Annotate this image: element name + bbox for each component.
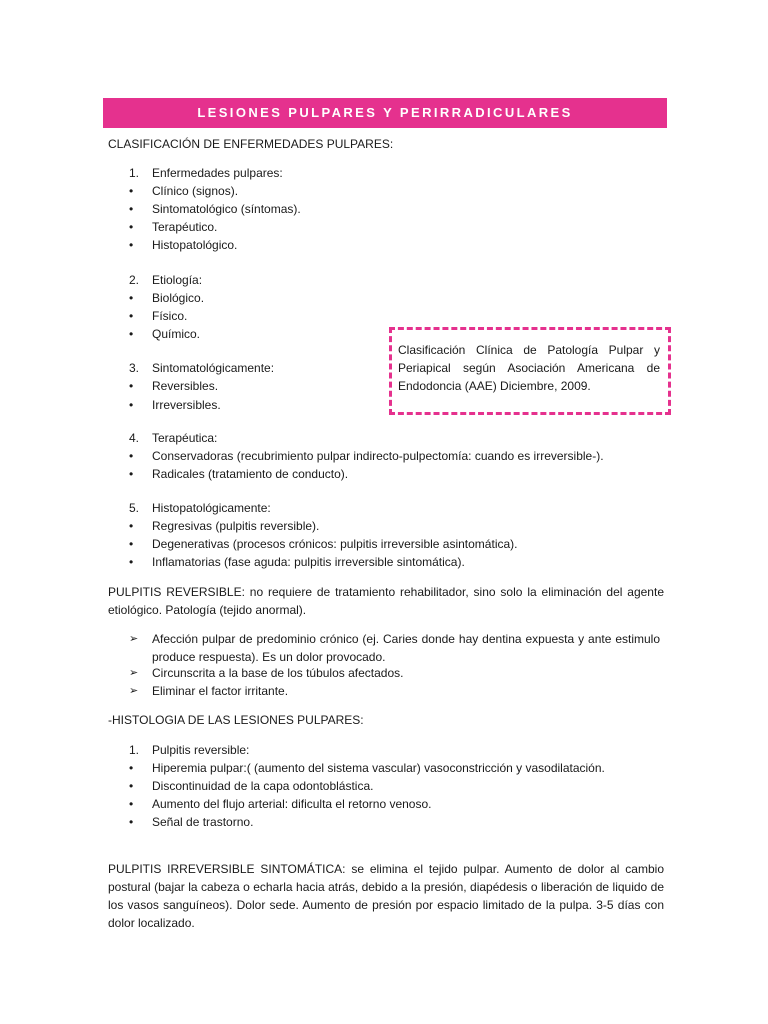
aae-callout-text: Clasificación Clínica de Patología Pulpar y Periapical según Asociación Americana de Endodoncia (AAE) Diciembre, 2009. <box>398 343 660 393</box>
bullet-icon: • <box>129 449 134 463</box>
bullet-icon: • <box>129 327 134 341</box>
list-item: Regresivas (pulpitis reversible). <box>152 519 320 533</box>
bullet-icon: • <box>129 519 134 533</box>
bullet-icon: • <box>129 220 134 234</box>
section-title: Histopatológicamente: <box>152 501 271 515</box>
title-banner <box>103 98 667 128</box>
list-item: Sintomatológico (síntomas). <box>152 202 301 216</box>
section-number: 1. <box>129 166 140 180</box>
list-item: Reversibles. <box>152 379 219 393</box>
list-item: Terapéutico. <box>152 220 218 234</box>
list-item: Degenerativas (procesos crónicos: pulpitis irreversible asintomática). <box>152 537 518 551</box>
list-item: Inflamatorias (fase aguda: pulpitis irreversible sintomática). <box>152 555 465 569</box>
section-title: Pulpitis reversible: <box>152 743 250 757</box>
arrow-bullet-icon: ➢ <box>129 685 139 697</box>
bullet-icon: • <box>129 467 134 481</box>
list-item: Discontinuidad de la capa odontoblástica. <box>152 779 374 793</box>
list-item: Biológico. <box>152 291 205 305</box>
section-number: 5. <box>129 501 140 515</box>
histology-heading: -HISTOLOGIA DE LAS LESIONES PULPARES: <box>108 713 364 727</box>
list-item: Aumento del flujo arterial: dificulta el retorno venoso. <box>152 797 432 811</box>
section-number: 4. <box>129 431 140 445</box>
section-title: Enfermedades pulpares: <box>152 166 283 180</box>
reversible-paragraph: PULPITIS REVERSIBLE: no requiere de tratamiento rehabilitador, sino solo la eliminación del agente etiológico. Patología (tejido anormal). <box>108 585 664 617</box>
list-item: Conservadoras (recubrimiento pulpar indirecto-pulpectomía: cuando es irreversible-). <box>152 449 604 463</box>
bullet-icon: • <box>129 379 134 393</box>
irreversible-paragraph: PULPITIS IRREVERSIBLE SINTOMÁTICA: se elimina el tejido pulpar. Aumento de dolor al cambio postural (bajar la cabeza o echarla hacia atrás, debido a la presión, diapédesis o liberación de liquido de los vasos sanguíneos). Dolor sede. Aumento de presión por espacio limitado de la pulpa. 3-5 días con dolor localizado. <box>108 862 664 930</box>
bullet-icon: • <box>129 398 134 412</box>
list-item: Señal de trastorno. <box>152 815 254 829</box>
bullet-icon: • <box>129 761 134 775</box>
section-title: Sintomatológicamente: <box>152 361 275 375</box>
list-item: Irreversibles. <box>152 398 221 412</box>
page-title: LESIONES PULPARES Y PERIRRADICULARES <box>197 105 573 120</box>
arrow-point: Eliminar el factor irritante. <box>152 684 289 698</box>
section-number: 2. <box>129 273 140 287</box>
bullet-icon: • <box>129 815 134 829</box>
list-item: Radicales (tratamiento de conducto). <box>152 467 349 481</box>
list-item: Hiperemia pulpar:( (aumento del sistema vascular) vasoconstricción y vasodilatación. <box>152 761 605 775</box>
bullet-icon: • <box>129 309 134 323</box>
bullet-icon: • <box>129 797 134 811</box>
classification-heading: CLASIFICACIÓN DE ENFERMEDADES PULPARES: <box>108 137 394 151</box>
bullet-icon: • <box>129 537 134 551</box>
bullet-icon: • <box>129 779 134 793</box>
section-number: 3. <box>129 361 140 375</box>
bullet-icon: • <box>129 238 134 252</box>
list-item: Químico. <box>152 327 201 341</box>
section-title: Terapéutica: <box>152 431 218 445</box>
arrow-point: Afección pulpar de predominio crónico (ej. Caries donde hay dentina expuesta y ante estimulo produce respuesta). Es un dolor provocado. <box>152 632 660 664</box>
section-number: 1. <box>129 743 140 757</box>
arrow-bullet-icon: ➢ <box>129 633 139 645</box>
bullet-icon: • <box>129 202 134 216</box>
arrow-point: Circunscrita a la base de los túbulos afectados. <box>152 666 404 680</box>
section-title: Etiología: <box>152 273 203 287</box>
arrow-bullet-icon: ➢ <box>129 667 139 679</box>
list-item: Físico. <box>152 309 188 323</box>
list-item: Histopatológico. <box>152 238 238 252</box>
bullet-icon: • <box>129 555 134 569</box>
bullet-icon: • <box>129 291 134 305</box>
bullet-icon: • <box>129 184 134 198</box>
list-item: Clínico (signos). <box>152 184 239 198</box>
